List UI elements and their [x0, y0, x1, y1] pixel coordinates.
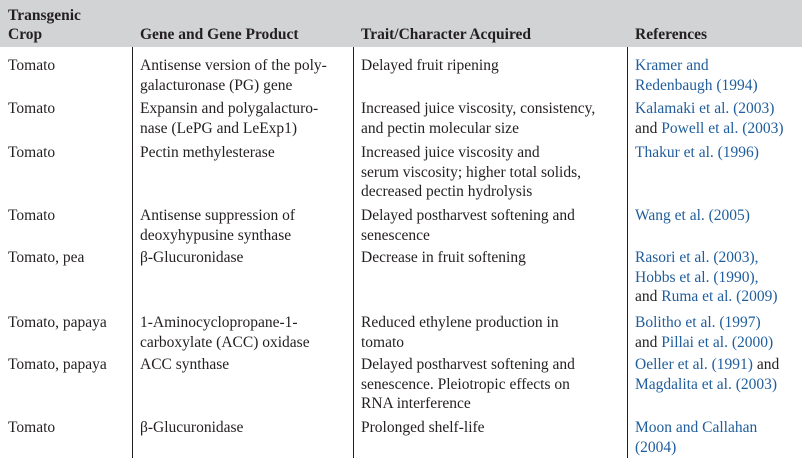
- cell-gene-line: Expansin and polygalacturo-: [140, 100, 319, 117]
- cell-reference-line: [635, 418, 757, 438]
- cell-crop: Tomato: [8, 100, 56, 117]
- column-divider: [627, 47, 628, 458]
- cell-trait-line: senescence: [361, 226, 430, 244]
- reference-link[interactable]: Ruma et al. (2009): [661, 288, 778, 305]
- column-divider: [132, 47, 133, 458]
- header-crop-line2: Crop: [8, 26, 43, 43]
- cell-trait-line: decreased pectin hydrolysis: [361, 183, 533, 200]
- reference-text: and: [635, 119, 662, 137]
- cell-trait-line: Delayed postharvest softening and: [361, 207, 575, 224]
- reference-link[interactable]: (2004): [635, 438, 677, 456]
- cell-trait-line: Reduced ethylene production in: [361, 314, 559, 331]
- cell-gene-line: deoxyhypusine synthase: [140, 226, 292, 244]
- cell-crop: Tomato: [8, 419, 56, 436]
- cell-reference-line: [635, 99, 774, 119]
- cell-reference-line: [635, 206, 750, 226]
- cell-gene-line: β-Glucuronidase: [140, 419, 244, 436]
- cell-crop: Tomato: [8, 207, 56, 224]
- header-crop: [8, 6, 81, 44]
- cell-reference-line: [635, 143, 759, 163]
- reference-link[interactable]: Kramer and: [635, 57, 709, 74]
- cell-crop: Tomato: [8, 144, 56, 161]
- cell-reference-line: [635, 248, 759, 268]
- reference-link[interactable]: Thakur et al. (1996): [635, 144, 759, 161]
- header-trait: Trait/Character Acquired: [361, 26, 532, 43]
- reference-link[interactable]: Powell et al. (2003): [661, 119, 784, 137]
- cell-gene-line: galacturonase (PG) gene: [140, 76, 293, 94]
- reference-link[interactable]: Magdalita et al. (2003): [635, 375, 778, 393]
- cell-crop: Tomato, pea: [8, 249, 85, 266]
- cell-reference-line: [635, 375, 777, 395]
- column-divider: [353, 47, 354, 458]
- reference-link[interactable]: Kalamaki et al. (2003): [635, 100, 775, 117]
- cell-gene-line: ACC synthase: [140, 356, 230, 373]
- reference-link[interactable]: Wang et al. (2005): [635, 207, 750, 224]
- cell-reference-line: [635, 268, 759, 288]
- cell-trait-line: Decrease in fruit softening: [361, 249, 526, 266]
- header-crop-line1: Transgenic: [8, 7, 81, 24]
- cell-gene-line: 1-Aminocyclopropane-1-: [140, 314, 298, 331]
- reference-link[interactable]: Hobbs et al. (1990),: [635, 268, 759, 286]
- cell-trait-line: Increased juice viscosity and: [361, 144, 540, 161]
- table-header: [0, 0, 802, 47]
- cell-trait-line: senescence. Pleiotropic effects on: [361, 375, 570, 393]
- cell-crop: Tomato, papaya: [8, 356, 107, 373]
- cell-gene-line: β-Glucuronidase: [140, 249, 244, 266]
- cell-reference-line: [635, 76, 758, 96]
- reference-link[interactable]: Oeller et al. (1991): [635, 356, 753, 373]
- cell-trait-line: Delayed fruit ripening: [361, 57, 499, 74]
- cell-reference-line: [635, 56, 709, 76]
- cell-trait-line: tomato: [361, 333, 405, 351]
- cell-gene-line: Pectin methylesterase: [140, 144, 275, 161]
- cell-gene-line: nase (LePG and LeExp1): [140, 119, 298, 137]
- cell-trait-line: Increased juice viscosity, consistency,: [361, 100, 596, 117]
- cell-reference-line: [635, 119, 784, 139]
- cell-trait-line: serum viscosity; higher total solids,: [361, 163, 581, 181]
- cell-reference-line: [635, 333, 773, 353]
- reference-text: and: [635, 333, 662, 351]
- cell-reference-line: [635, 438, 676, 458]
- reference-link[interactable]: Pillai et al. (2000): [661, 333, 774, 351]
- cell-gene-line: Antisense version of the poly-: [140, 57, 327, 74]
- reference-link[interactable]: Moon and Callahan: [635, 419, 758, 436]
- reference-text: and: [752, 356, 780, 373]
- cell-crop: Tomato, papaya: [8, 314, 107, 331]
- cell-reference-line: [635, 355, 779, 375]
- reference-link[interactable]: Bolitho et al. (1997): [635, 314, 761, 331]
- cell-reference-line: [635, 287, 778, 307]
- header-gene: Gene and Gene Product: [140, 26, 299, 43]
- cell-crop: Tomato: [8, 57, 56, 74]
- cell-gene-line: carboxylate (ACC) oxidase: [140, 333, 310, 351]
- cell-trait-line: Delayed postharvest softening and: [361, 356, 575, 373]
- reference-link[interactable]: Redenbaugh (1994): [635, 76, 758, 94]
- cell-trait-line: Prolonged shelf-life: [361, 419, 485, 436]
- header-references: References: [635, 26, 708, 43]
- cell-trait-line: and pectin molecular size: [361, 119, 519, 137]
- cell-reference-line: [635, 313, 761, 333]
- cell-trait-line: RNA interference: [361, 395, 471, 412]
- cell-gene-line: Antisense suppression of: [140, 207, 295, 224]
- reference-link[interactable]: Rasori et al. (2003),: [635, 249, 759, 266]
- reference-text: and: [635, 288, 662, 305]
